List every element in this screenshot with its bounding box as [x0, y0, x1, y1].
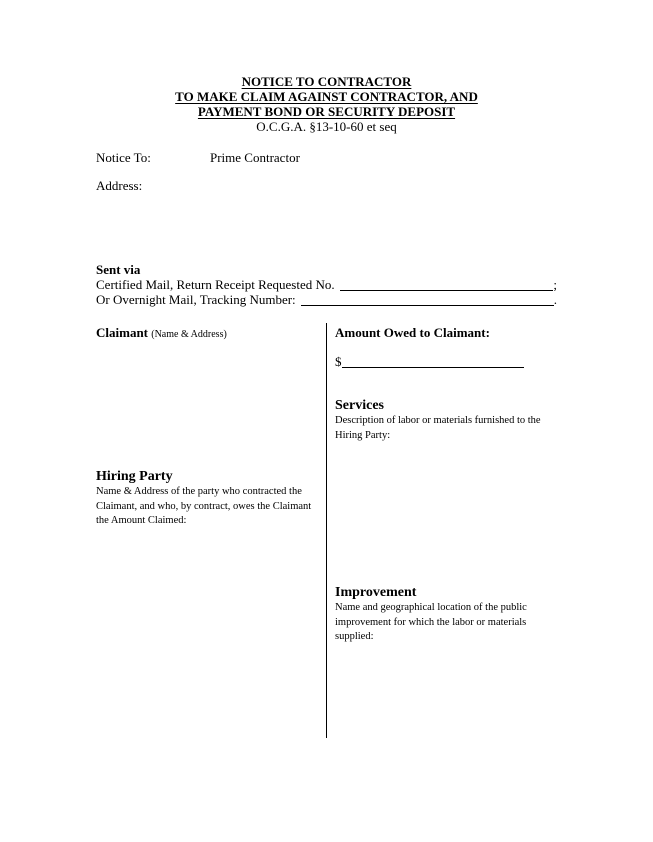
tracking-number-field[interactable]: [301, 292, 554, 306]
statute-reference: O.C.G.A. §13-10-60 et seq: [256, 119, 397, 134]
notice-to-value: Prime Contractor: [210, 150, 300, 165]
document-title: [0, 74, 653, 134]
currency-symbol: $: [335, 354, 342, 369]
title-line-3: PAYMENT BOND OR SECURITY DEPOSIT: [197, 104, 456, 119]
claimant-heading: Claimant: [96, 325, 148, 340]
overnight-mail-suffix: .: [553, 292, 557, 307]
services-heading: Services: [335, 398, 384, 413]
sent-via-section: [96, 262, 557, 307]
hiring-party-section: [96, 468, 325, 529]
services-description: Description of labor or materials furnished to the Hiring Party:: [335, 415, 541, 441]
amount-owed-heading: Amount Owed to Claimant:: [335, 325, 490, 340]
address-label: Address:: [96, 178, 143, 193]
address-row: [96, 178, 142, 194]
title-line-1: NOTICE TO CONTRACTOR: [241, 74, 412, 89]
improvement-section: [335, 584, 562, 645]
overnight-mail-row: [96, 292, 557, 307]
claimant-section: [96, 325, 325, 341]
certified-mail-row: [96, 277, 557, 292]
amount-owed-field[interactable]: [342, 367, 524, 368]
amount-owed-row: [335, 354, 524, 370]
column-divider: [326, 323, 327, 738]
certified-mail-suffix: ;: [553, 277, 557, 292]
certified-mail-label: Certified Mail, Return Receipt Requested No.: [96, 277, 338, 292]
amount-owed-section: [335, 325, 559, 341]
certified-mail-number-field[interactable]: [340, 277, 553, 291]
improvement-description: Name and geographical location of the public improvement for which the labor or materials supplied:: [335, 602, 527, 642]
notice-to-row: [96, 150, 300, 166]
title-line-2: TO MAKE CLAIM AGAINST CONTRACTOR, AND: [175, 89, 478, 104]
improvement-heading: Improvement: [335, 585, 417, 600]
claimant-subheading: (Name & Address): [151, 329, 227, 340]
hiring-party-description: Name & Address of the party who contracted the Claimant, and who, by contract, owes the Claimant the Amount Claimed:: [96, 486, 312, 526]
hiring-party-heading: Hiring Party: [96, 469, 173, 484]
notice-to-label: Notice To:: [96, 150, 151, 165]
sent-via-heading: Sent via: [96, 262, 141, 277]
overnight-mail-label: Or Overnight Mail, Tracking Number:: [96, 292, 299, 307]
services-section: [335, 397, 559, 443]
